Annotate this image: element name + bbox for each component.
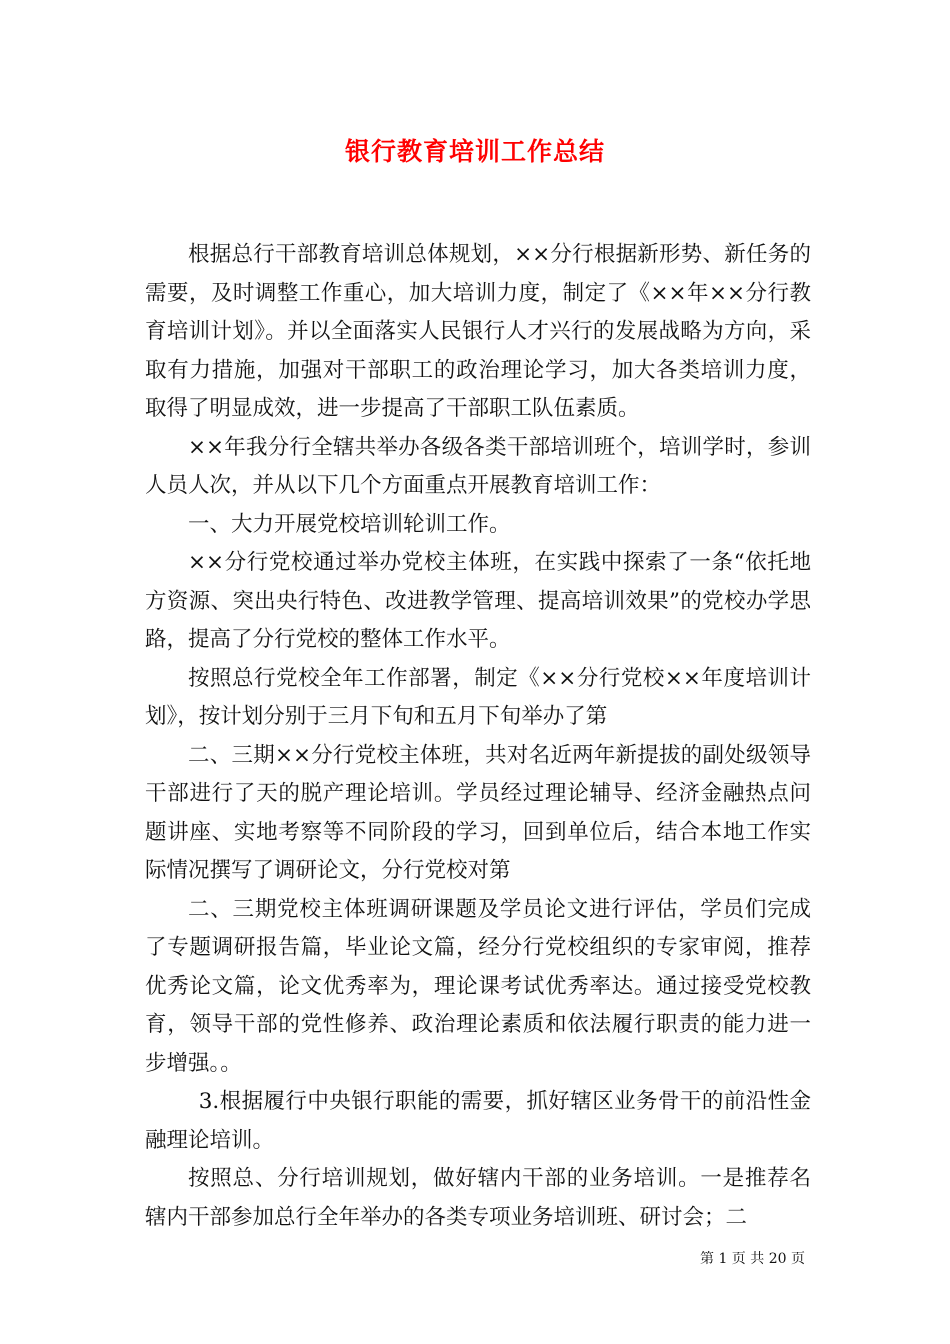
paragraph: 按照总行党校全年工作部署，制定《××分行党校××年度培训计划》，按计划分别于三月下旬和五月下旬举办了第	[145, 665, 811, 729]
document-body	[145, 236, 811, 1237]
page-number-footer: 第 1 页 共 20 页	[700, 1251, 805, 1267]
paragraph: ××年我分行全辖共举办各级各类干部培训班个，培训学时，参训人员人次，并从以下几个方面重点开展教育培训工作：	[145, 434, 811, 498]
section-heading: 一、大力开展党校培训轮训工作。	[188, 511, 511, 537]
paragraph: 二、三期党校主体班调研课题及学员论文进行评估，学员们完成了专题调研报告篇，毕业论文篇，经分行党校组织的专家审阅，推荐优秀论文篇，论文优秀率为，理论课考试优秀率达。通过接受党校教育，领导干部的党性修养、政治理论素质和依法履行职责的能力进一步增强。。	[145, 896, 811, 1076]
paragraph: 二、三期××分行党校主体班，共对名近两年新提拔的副处级领导干部进行了天的脱产理论培训。学员经过理论辅导、经济金融热点问题讲座、实地考察等不同阶段的学习，回到单位后，结合本地工作实际情况撰写了调研论文，分行党校对第	[145, 742, 811, 883]
numbered-paragraph: 3.根据履行中央银行职能的需要，抓好辖区业务骨干的前沿性金融理论培训。	[145, 1089, 811, 1153]
paragraph: ××分行党校通过举办党校主体班，在实践中探索了一条“依托地方资源、突出央行特色、改进教学管理、提高培训效果”的党校办学思路，提高了分行党校的整体工作水平。	[145, 550, 811, 652]
paragraph: 按照总、分行培训规划，做好辖内干部的业务培训。一是推荐名辖内干部参加总行全年举办的各类专项业务培训班、研讨会；二	[145, 1166, 811, 1230]
paragraph: 根据总行干部教育培训总体规划，××分行根据新形势、新任务的需要，及时调整工作重心，加大培训力度，制定了《××年××分行教育培训计划》。并以全面落实人民银行人才兴行的发展战略为方向，采取有力措施，加强对干部职工的政治理论学习，加大各类培训力度，取得了明显成效，进一步提高了干部职工队伍素质。	[145, 242, 811, 421]
document-title: 银行教育培训工作总结	[344, 137, 605, 166]
